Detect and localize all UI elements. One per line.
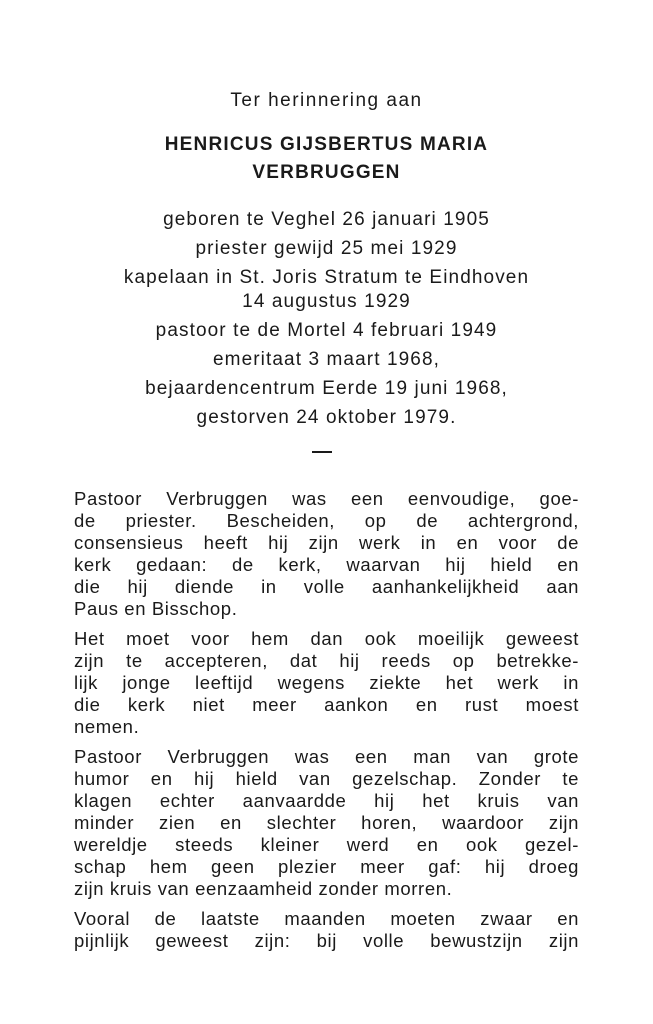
text-line: Paus en Bisschop. bbox=[74, 598, 238, 619]
text-line: wereldje steeds kleiner werd en ook gezel- bbox=[74, 834, 579, 855]
name-line-2: VERBRUGGEN bbox=[252, 162, 401, 183]
text-line: klagen echter aanvaardde hij het kruis van bbox=[74, 790, 579, 811]
text-line: pijnlijk geweest zijn: bij volle bewustzijn zijn bbox=[74, 930, 579, 951]
text-line: Het moet voor hem dan ook moeilijk geweest bbox=[74, 628, 579, 649]
fact-chaplain-date: 14 augustus 1929 bbox=[242, 291, 411, 312]
fact-care-home: bejaardencentrum Eerde 19 juni 1968, bbox=[145, 378, 508, 399]
text-line: humor en hij hield van gezelschap. Zonder te bbox=[74, 768, 579, 789]
intro-text: Ter herinnering aan bbox=[230, 90, 423, 111]
section-divider bbox=[312, 451, 332, 453]
biography-facts bbox=[0, 203, 653, 430]
paragraph bbox=[74, 908, 579, 952]
text-line: lijk jonge leeftijd wegens ziekte het werk in bbox=[74, 672, 579, 693]
text-line: die hij diende in volle aanhankelijkheid aan bbox=[74, 576, 579, 597]
text-line: zijn kruis van eenzaamheid zonder morren. bbox=[74, 878, 453, 899]
text-line: die kerk niet meer aankon en rust moest bbox=[74, 694, 579, 715]
text-line: zijn te accepteren, dat hij reeds op betrekke- bbox=[74, 650, 579, 671]
fact-ordination: priester gewijd 25 mei 1929 bbox=[195, 238, 458, 259]
text-line: Vooral de laatste maanden moeten zwaar en bbox=[74, 908, 579, 929]
text-line: de priester. Bescheiden, op de achtergrond, bbox=[74, 510, 579, 531]
paragraph bbox=[74, 628, 579, 738]
name-line-1: HENRICUS GIJSBERTUS MARIA bbox=[164, 134, 489, 155]
fact-birth: geboren te Veghel 26 januari 1905 bbox=[163, 209, 490, 230]
text-line: nemen. bbox=[74, 716, 140, 737]
paragraph bbox=[74, 746, 579, 900]
fact-emeritus: emeritaat 3 maart 1968, bbox=[212, 349, 441, 370]
text-line: Pastoor Verbruggen was een man van grote bbox=[74, 746, 579, 767]
text-line: consensieus heeft hij zijn werk in en voor de bbox=[74, 532, 579, 553]
text-line: Pastoor Verbruggen was een eenvoudige, goe- bbox=[74, 488, 579, 509]
paragraph bbox=[74, 488, 579, 620]
text-line: minder zien en slechter horen, waardoor zijn bbox=[74, 812, 579, 833]
fact-death: gestorven 24 oktober 1979. bbox=[196, 407, 457, 428]
fact-chaplain: kapelaan in St. Joris Stratum te Eindhoven bbox=[123, 267, 530, 288]
text-line: kerk gedaan: de kerk, waarvan hij hield en bbox=[74, 554, 579, 575]
fact-pastor: pastoor te de Mortel 4 februari 1949 bbox=[155, 320, 498, 341]
text-line: schap hem geen plezier meer gaf: hij droeg bbox=[74, 856, 579, 877]
memorial-text bbox=[74, 488, 579, 960]
